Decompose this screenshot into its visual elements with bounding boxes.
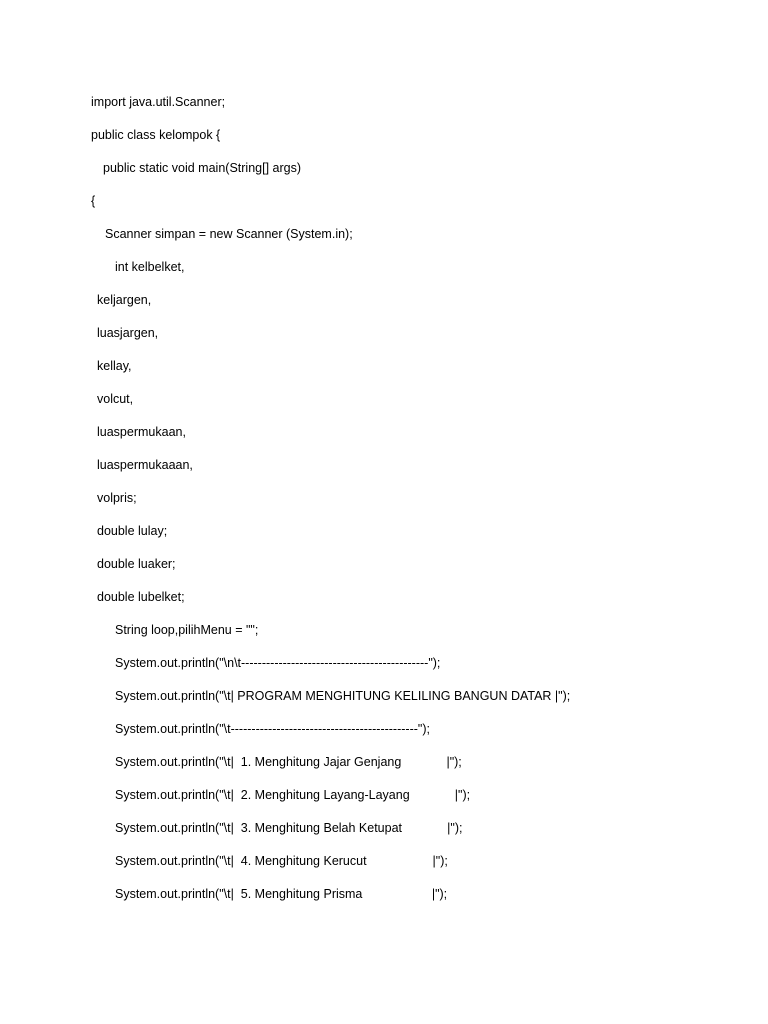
code-line: double lubelket; bbox=[97, 590, 185, 604]
code-line: public class kelompok { bbox=[91, 128, 221, 142]
code-line: volpris; bbox=[97, 491, 137, 505]
code-line: System.out.println("\t| 2. Menghitung Layang-Layang |"); bbox=[115, 788, 471, 802]
code-line: public static void main(String[] args) bbox=[103, 161, 301, 175]
code-line: int kelbelket, bbox=[115, 260, 185, 274]
code-line: System.out.println("\t| PROGRAM MENGHITUNG KELILING BANGUN DATAR |"); bbox=[115, 689, 571, 703]
code-line: System.out.println("\t| 4. Menghitung Kerucut |"); bbox=[115, 854, 448, 868]
code-line: double lulay; bbox=[97, 524, 168, 538]
code-line: luaspermukaaan, bbox=[97, 458, 193, 472]
code-line: kellay, bbox=[97, 359, 132, 373]
code-line: luasjargen, bbox=[97, 326, 159, 340]
code-line: { bbox=[91, 194, 96, 208]
code-line: System.out.println("\t| 3. Menghitung Belah Ketupat |"); bbox=[115, 821, 463, 835]
code-line: String loop,pilihMenu = ""; bbox=[115, 623, 259, 637]
code-line: import java.util.Scanner; bbox=[91, 95, 226, 109]
code-line: luaspermukaan, bbox=[97, 425, 186, 439]
code-line: keljargen, bbox=[97, 293, 152, 307]
code-line: volcut, bbox=[97, 392, 134, 406]
code-line: System.out.println("\t| 5. Menghitung Prisma |"); bbox=[115, 887, 448, 901]
code-line: System.out.println("\n\t---------------------------------------------"); bbox=[115, 656, 441, 670]
code-line: Scanner simpan = new Scanner (System.in); bbox=[105, 227, 353, 241]
code-line: System.out.println("\t| 1. Menghitung Jajar Genjang |"); bbox=[115, 755, 462, 769]
code-line: double luaker; bbox=[97, 557, 176, 571]
code-line: System.out.println("\t---------------------------------------------"); bbox=[115, 722, 430, 736]
